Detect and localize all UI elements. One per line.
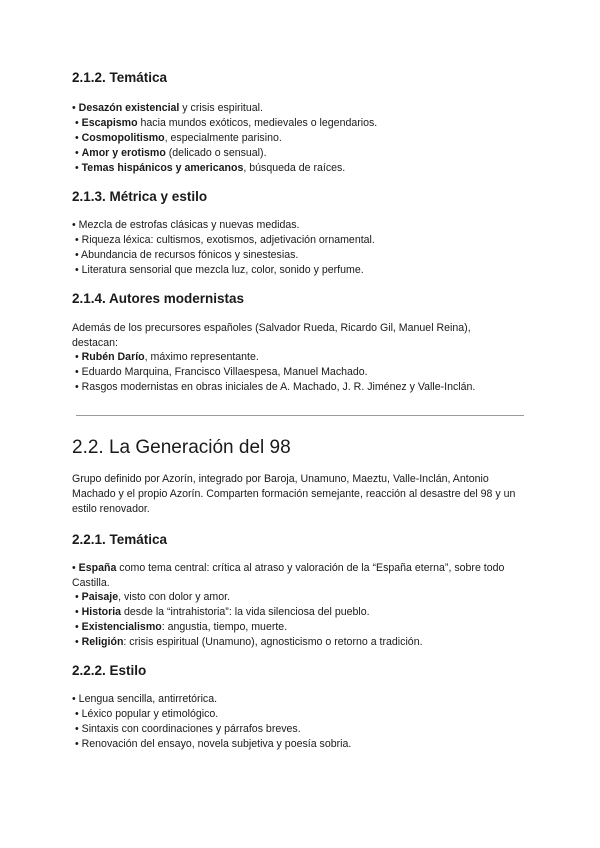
- bullet-item: • Religión: crisis espiritual (Unamuno), agnosticismo o retorno a tradición.: [74, 636, 423, 648]
- bullet-item: • Lengua sencilla, antirretórica.: [72, 693, 218, 705]
- section-intro-paragraph: Grupo definido por Azorín, integrado por Baroja, Unamuno, Maeztu, Valle-Inclán, Antonio Machado y el propio Azorín. Comparten formación semejante, reacción al desastre del 98 y un estilo renovador.: [72, 473, 516, 515]
- bullet-item: • Renovación del ensayo, novela subjetiva y poesía sobria.: [74, 738, 352, 750]
- bullet-item: • Rubén Darío, máximo representante.: [74, 351, 259, 363]
- bullet-item: • Temas hispánicos y americanos, búsqueda de raíces.: [74, 162, 346, 174]
- section-heading-2-1-4: 2.1.4. Autores modernistas: [72, 291, 245, 306]
- bullet-item: • Mezcla de estrofas clásicas y nuevas medidas.: [72, 219, 300, 231]
- paragraph-line: Además de los precursores españoles (Salvador Rueda, Ricardo Gil, Manuel Reina),: [72, 322, 471, 334]
- section-heading-2-1-2: 2.1.2. Temática: [72, 70, 168, 85]
- bullet-item: • Sintaxis con coordinaciones y párrafos breves.: [74, 723, 301, 735]
- bullet-item: • España como tema central: crítica al atraso y valoración de la “España eterna”, sobre todo: [72, 562, 505, 574]
- paragraph-line: Castilla.: [72, 577, 110, 589]
- bullet-item: • Desazón existencial y crisis espiritual.: [72, 102, 263, 114]
- bullet-item: • Amor y erotismo (delicado o sensual).: [74, 147, 267, 159]
- section-heading-2-1-3: 2.1.3. Métrica y estilo: [72, 189, 208, 204]
- bullet-item: • Rasgos modernistas en obras iniciales de A. Machado, J. R. Jiménez y Valle-Inclán.: [74, 381, 476, 393]
- bullet-item: • Literatura sensorial que mezcla luz, color, sonido y perfume.: [74, 264, 364, 276]
- bullet-item: • Eduardo Marquina, Francisco Villaespesa, Manuel Machado.: [74, 366, 368, 378]
- bullet-item: • Riqueza léxica: cultismos, exotismos, adjetivación ornamental.: [74, 234, 375, 246]
- bullet-item: • Paisaje, visto con dolor y amor.: [74, 591, 231, 603]
- section-heading-2-2-2: 2.2.2. Estilo: [72, 663, 147, 678]
- bullet-item: • Existencialismo: angustia, tiempo, muerte.: [74, 621, 288, 633]
- bullet-item: • Abundancia de recursos fónicos y sinestesias.: [74, 249, 299, 261]
- bullet-item: • Cosmopolitismo, especialmente parisino.: [74, 132, 282, 144]
- bullet-item: • Escapismo hacia mundos exóticos, medievales o legendarios.: [74, 117, 378, 129]
- bullet-item: • Léxico popular y etimológico.: [74, 708, 219, 720]
- paragraph-line: destacan:: [72, 337, 118, 349]
- section-heading-2-2: 2.2. La Generación del 98: [72, 437, 291, 458]
- horizontal-divider: [76, 415, 524, 416]
- bullet-item: • Historia desde la “intrahistoria”: la vida silenciosa del pueblo.: [74, 606, 370, 618]
- section-heading-2-2-1: 2.2.1. Temática: [72, 532, 168, 547]
